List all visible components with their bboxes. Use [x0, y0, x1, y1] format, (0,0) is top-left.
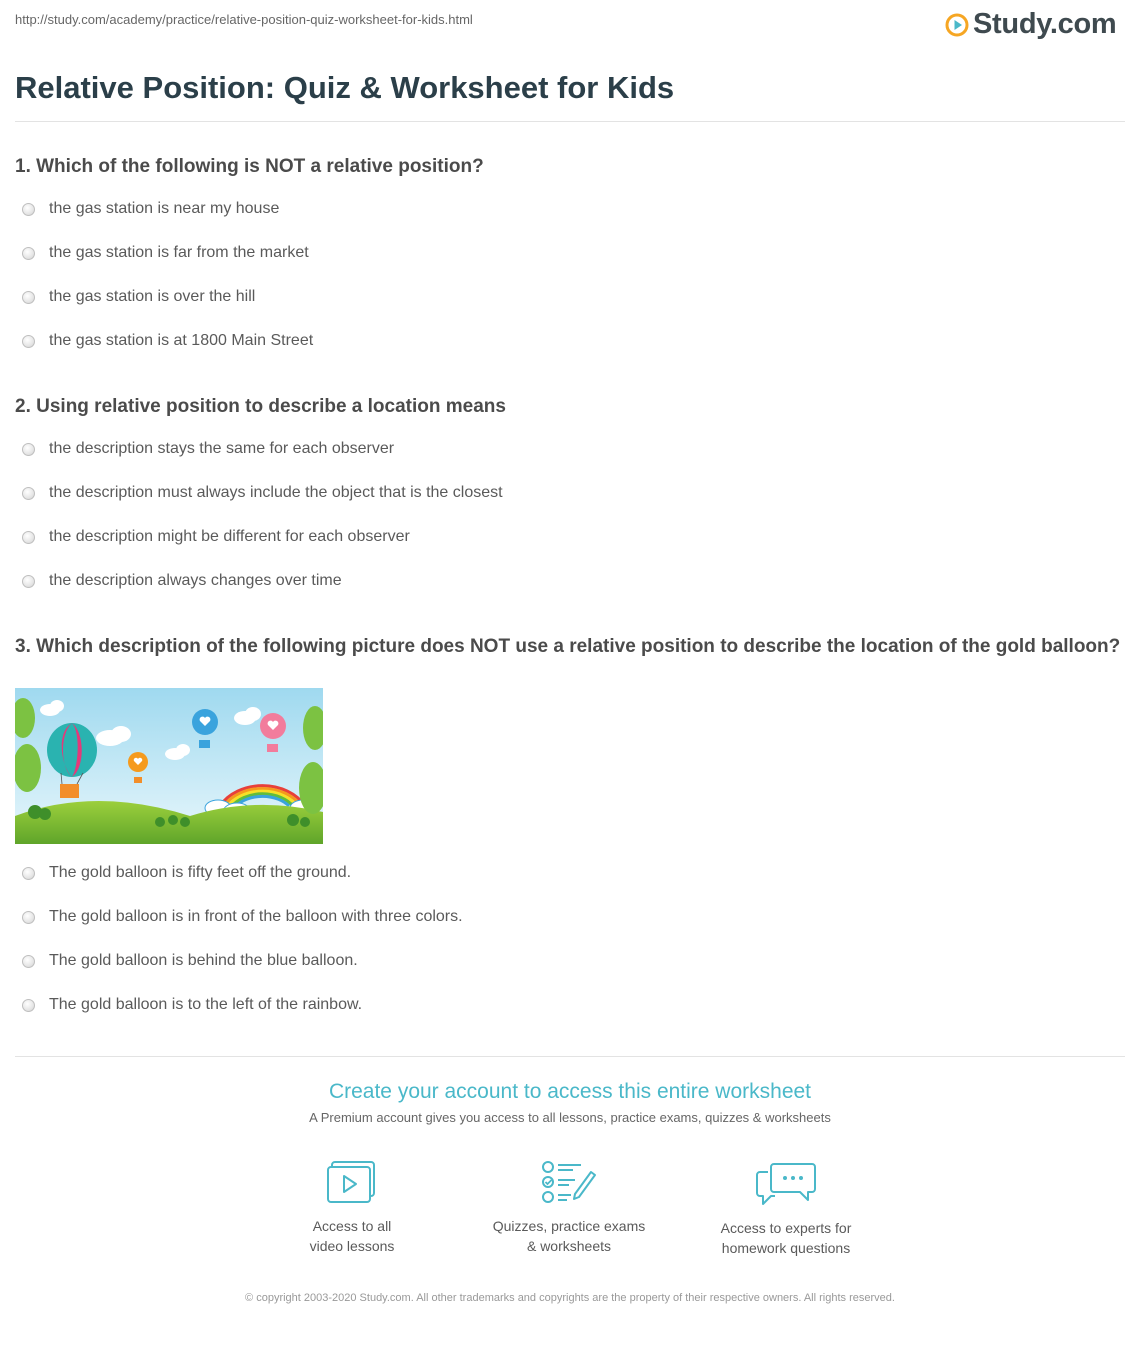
radio-button[interactable]: [22, 999, 35, 1012]
cta-divider: [15, 1056, 1125, 1057]
feature-video-line1: Access to all: [312, 1218, 392, 1234]
radio-button[interactable]: [22, 247, 35, 260]
cta-title[interactable]: Create your account to access this entire worksheet: [328, 1080, 812, 1103]
feature-experts-line1: Access to experts for: [720, 1220, 852, 1236]
radio-button[interactable]: [22, 203, 35, 216]
radio-button[interactable]: [22, 443, 35, 456]
feature-quizzes-line2: & worksheets: [526, 1238, 612, 1254]
feature-video-lessons: [252, 1160, 452, 1256]
q1-option-3[interactable]: the gas station is over the hill: [22, 288, 255, 306]
radio-button[interactable]: [22, 487, 35, 500]
q2-option-1[interactable]: the description stays the same for each observer: [22, 440, 394, 458]
radio-button[interactable]: [22, 575, 35, 588]
brand-name: Study.com: [973, 8, 1117, 40]
radio-button[interactable]: [22, 911, 35, 924]
copyright-notice: © copyright 2003-2020 Study.com. All other trademarks and copyrights are the property of their respective owners. All rights reserved.: [245, 1292, 895, 1304]
radio-button[interactable]: [22, 531, 35, 544]
question-1: 1. Which of the following is NOT a relative position?: [15, 156, 484, 177]
chat-bubbles-icon: [754, 1160, 818, 1206]
feature-video-line2: video lessons: [309, 1238, 395, 1254]
feature-experts: [686, 1160, 886, 1258]
radio-button[interactable]: [22, 867, 35, 880]
q3-option-2[interactable]: The gold balloon is in front of the balloon with three colors.: [22, 908, 463, 926]
feature-quizzes: [469, 1160, 669, 1256]
q2-option-3[interactable]: the description might be different for each observer: [22, 528, 410, 546]
feature-quizzes-line1: Quizzes, practice exams: [492, 1218, 646, 1234]
q1-option-4[interactable]: the gas station is at 1800 Main Street: [22, 332, 313, 350]
title-divider: [15, 121, 1125, 122]
radio-button[interactable]: [22, 335, 35, 348]
page-url: http://study.com/academy/practice/relative-position-quiz-worksheet-for-kids.html: [15, 12, 473, 27]
q2-option-2[interactable]: the description must always include the object that is the closest: [22, 484, 503, 502]
q1-option-1[interactable]: the gas station is near my house: [22, 200, 279, 218]
cta-subtitle: A Premium account gives you access to all lessons, practice exams, quizzes & worksheets: [309, 1110, 831, 1125]
feature-experts-line2: homework questions: [721, 1240, 851, 1256]
balloons-illustration: [15, 688, 323, 844]
quiz-checklist-icon: [541, 1160, 597, 1204]
radio-button[interactable]: [22, 955, 35, 968]
q3-option-4[interactable]: The gold balloon is to the left of the rainbow.: [22, 996, 362, 1014]
studycom-logo[interactable]: [945, 8, 1116, 41]
q2-option-4[interactable]: the description always changes over time: [22, 572, 342, 590]
video-lessons-icon: [326, 1160, 378, 1204]
play-logo-icon: [945, 13, 969, 37]
question-3: 3. Which description of the following picture does NOT use a relative position to describe the location of the gold balloon?: [15, 636, 1121, 657]
q3-option-1[interactable]: The gold balloon is fifty feet off the ground.: [22, 864, 351, 882]
radio-button[interactable]: [22, 291, 35, 304]
q1-option-2[interactable]: the gas station is far from the market: [22, 244, 309, 262]
question-2: 2. Using relative position to describe a location means: [15, 396, 506, 417]
q3-option-3[interactable]: The gold balloon is behind the blue balloon.: [22, 952, 358, 970]
page-title: Relative Position: Quiz & Worksheet for Kids: [15, 70, 675, 105]
